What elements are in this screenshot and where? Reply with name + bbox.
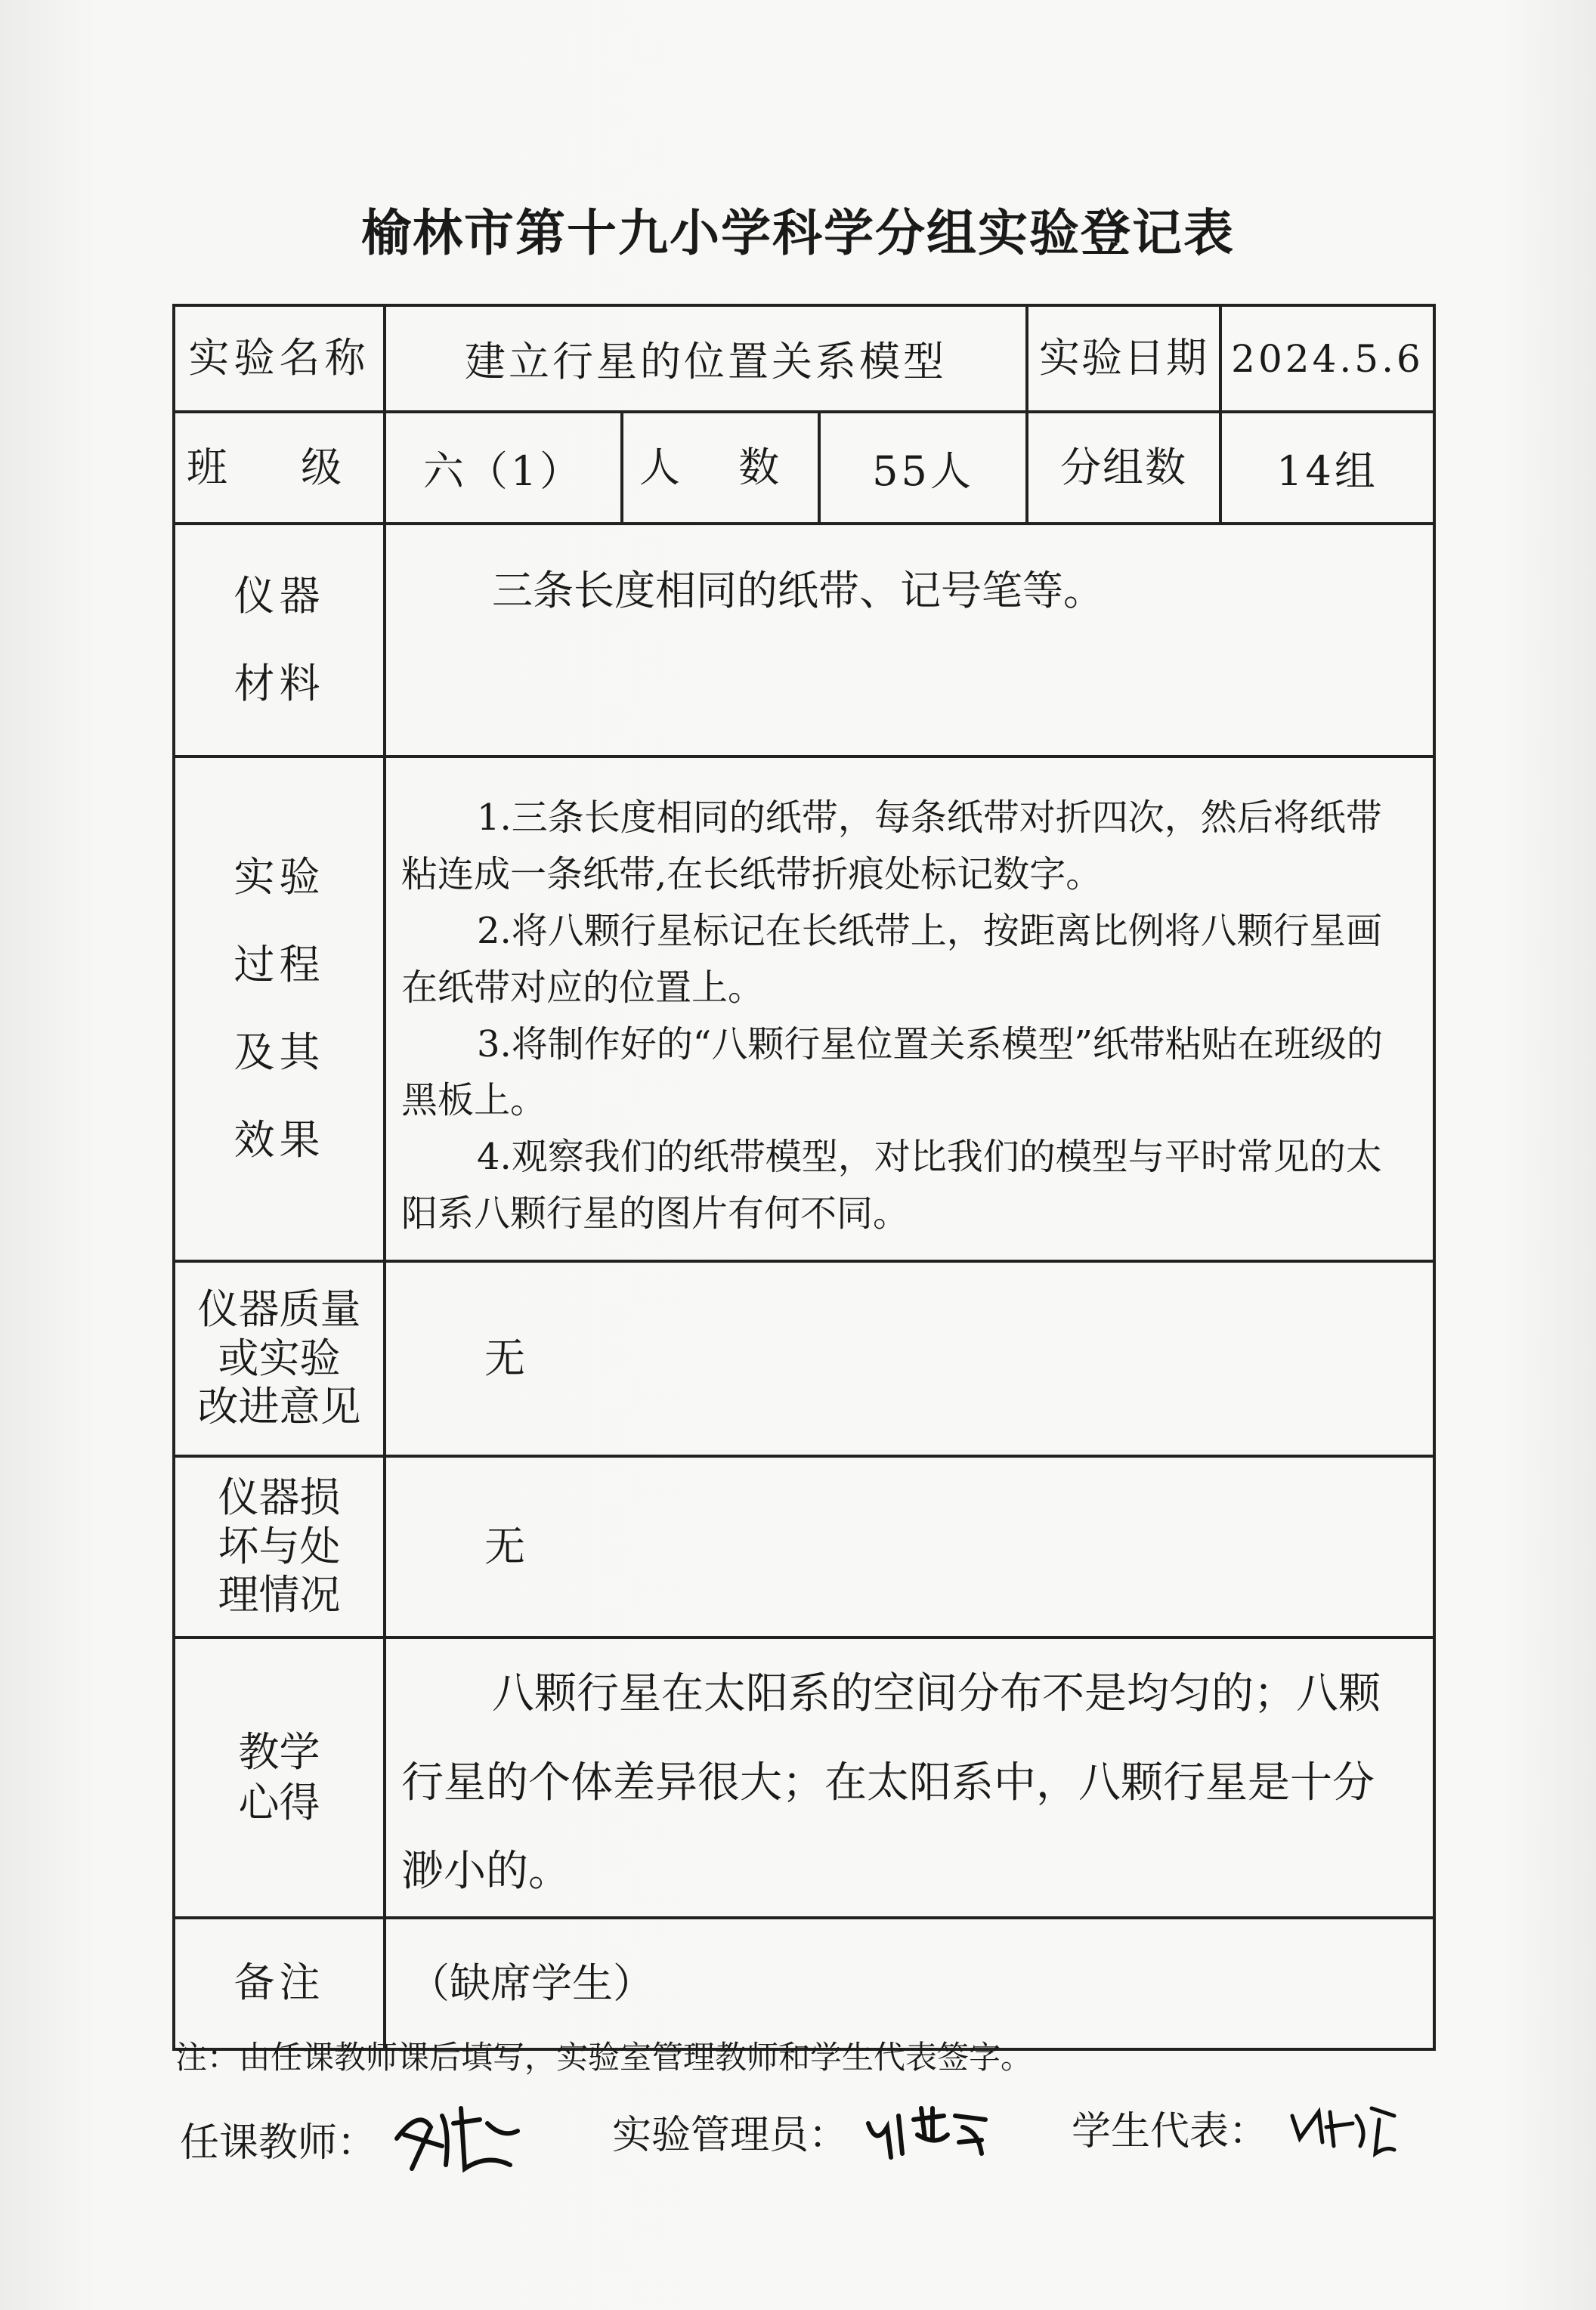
registration-table (172, 304, 1436, 2051)
process-cell (385, 756, 1434, 1261)
reflection-cell (385, 1637, 1434, 1918)
table-row-reflection (174, 1637, 1434, 1918)
class-value: 六（1） (385, 412, 622, 524)
materials-value: 三条长度相同的纸带、记号笔等。 (492, 567, 1104, 614)
table-row-experiment (174, 305, 1434, 412)
damage-label (174, 1456, 385, 1637)
quality-label-line: 仪器质量 (197, 1285, 361, 1333)
people-count-value: 55人 (819, 412, 1027, 524)
process-step: 3.将制作好的“八颗行星位置关系模型”纸带粘贴在班级的黑板上。 (401, 1022, 1383, 1122)
form-title: 榆林市第十九小学科学分组实验登记表 (361, 204, 1235, 262)
table-row-damage (174, 1456, 1434, 1637)
process-step: 1.三条长度相同的纸带，每条纸带对折四次，然后将纸带粘连成一条纸带,在长纸带折痕处标记数字。 (401, 796, 1382, 895)
reflection-label-line: 心得 (238, 1779, 320, 1827)
admin-signature (861, 2106, 997, 2151)
remarks-value: （缺席学生） (385, 1918, 1434, 2049)
materials-label (174, 524, 385, 756)
process-step: 4.观察我们的纸带模型，对比我们的模型与平时常见的太阳系八颗行星的图片有何不同。 (401, 1136, 1382, 1235)
experiment-name-value: 建立行星的位置关系模型 (385, 305, 1027, 412)
admin-label: 实验管理员： (612, 2112, 849, 2158)
table-row-quality (174, 1261, 1434, 1456)
materials-cell (385, 524, 1434, 756)
remarks-label: 备注 (174, 1918, 385, 2049)
reflection-value: 八颗行星在太阳系的空间分布不是均匀的；八颗行星的个体差异很大；在太阳系中，八颗行星是十分渺小的。 (401, 1669, 1381, 1897)
teacher-label: 任课教师： (180, 2120, 377, 2166)
class-label: 班 级 (174, 412, 385, 524)
process-label-line: 过程 (234, 940, 325, 988)
quality-label-line: 或实验 (218, 1334, 341, 1382)
table-row-materials (174, 524, 1434, 756)
student-signature-group (1072, 2093, 1402, 2161)
experiment-date-value: 2024.5.6 (1220, 305, 1434, 412)
admin-signature-group (612, 2093, 997, 2169)
process-step: 2.将八颗行星标记在长纸带上，按距离比例将八颗行星画在纸带对应的位置上。 (401, 909, 1382, 1009)
table-row-process (174, 756, 1434, 1261)
student-label: 学生代表： (1072, 2108, 1269, 2154)
reflection-label (174, 1637, 385, 1918)
materials-label-line: 材料 (234, 660, 325, 707)
materials-label-line: 仪器 (234, 571, 325, 620)
people-count-label: 人 数 (622, 412, 819, 524)
damage-label-line: 理情况 (218, 1571, 341, 1619)
experiment-date-label: 实验日期 (1027, 305, 1220, 412)
process-label-line: 及其 (234, 1028, 325, 1076)
teacher-signature (389, 2114, 525, 2159)
group-count-label: 分组数 (1027, 412, 1220, 524)
teacher-signature-group (180, 2093, 525, 2184)
footer-note: 注：由任课教师课后填写，实验室管理教师和学生代表签字。 (175, 2039, 1033, 2076)
table-row-remarks (174, 1918, 1434, 2049)
quality-label-line: 改进意见 (197, 1383, 361, 1431)
reflection-label-line: 教学 (238, 1727, 320, 1776)
damage-label-line: 坏与处 (218, 1522, 341, 1570)
damage-value: 无 (385, 1456, 1434, 1637)
damage-label-line: 仪器损 (218, 1473, 341, 1521)
group-count-value: 14组 (1220, 412, 1434, 524)
student-signature (1281, 2102, 1402, 2148)
quality-value: 无 (385, 1261, 1434, 1456)
process-label-line: 实验 (234, 852, 325, 901)
quality-label (174, 1261, 385, 1456)
process-label (174, 756, 385, 1261)
process-label-line: 效果 (234, 1116, 325, 1164)
experiment-name-label: 实验名称 (174, 305, 385, 412)
table-row-class (174, 412, 1434, 524)
